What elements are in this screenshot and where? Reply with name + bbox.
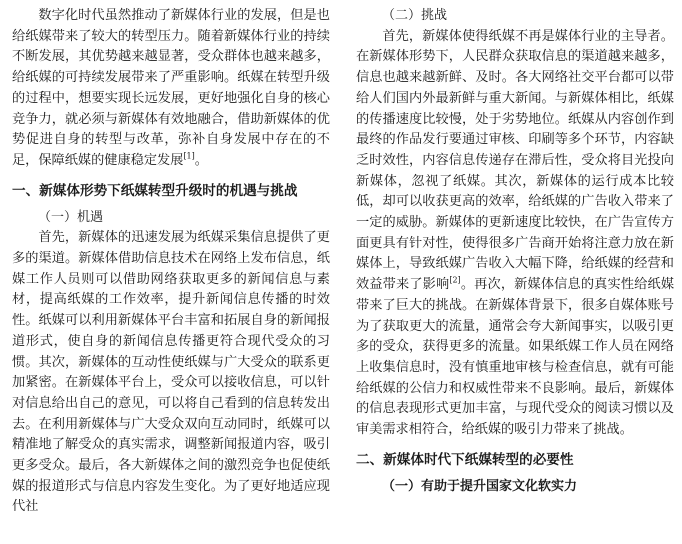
subheading-soft-power: （一）有助于提升国家文化软实力	[382, 478, 578, 494]
section-heading-2: 二、新媒体时代下纸媒转型的必要性	[356, 451, 574, 468]
subheading-opportunities: （一）机遇	[38, 209, 104, 225]
citation-2: [2]	[449, 275, 461, 285]
intro-text: 数字化时代虽然推动了新媒体行业的发展，但是也给纸媒带来了较大的转型压力。随着新媒体行业的持续不断发展，其优势越来越显著，受众群体也越来越多，给纸媒的可持续发展带来了严重影响。纸媒在转型升级的过程中，想要实现长远发展，更好地强化自身的核心竞争力，就必须与新媒体有效地融合，借助新媒体的优势促进自身的转型与改革，弥补自身发展中存在的不足，保障纸媒的健康稳定发展	[12, 8, 330, 168]
intro-paragraph	[12, 6, 330, 172]
intro-end: 。	[194, 152, 208, 168]
challenges-text-a: 首先，新媒体使得纸媒不再是媒体行业的主导者。在新媒体形势下，人民群众获取信息的渠道越来越多，信息也越来越新鲜、及时。各大网络社交平台都可以带给人们国内外最新鲜与重大新闻。与新媒体相比，纸媒的传播速度比较慢，处于劣势地位。纸媒从内容创作到最终的作品发行要通过审核、印刷等多个环节，内容缺乏时效性，内容信息传递存在滞后性，受众将目光投向新媒体，忽视了纸媒。其次，新媒体的运行成本比较低，却可以收获更高的效率，给纸媒的广告收入带来了一定的威胁。新媒体的更新速度比较快，在广告宣传方面更具有针对性，使得很多广告商开始将注意力放在新媒体上，导致纸媒广告收入大幅下降，给纸媒的经营和效益带来了影响	[356, 28, 674, 293]
challenges-paragraph	[356, 27, 674, 441]
right-column	[356, 6, 674, 497]
section-heading-1: 一、新媒体形势下纸媒转型升级时的机遇与挑战	[12, 182, 298, 199]
left-column	[12, 6, 330, 518]
citation-1: [1]	[183, 151, 195, 161]
subheading-challenges: （二）挑战	[382, 8, 448, 23]
challenges-text-b: 。再次，新媒体信息的真实性给纸媒带来了巨大的挑战。在新媒体背景下，很多自媒体账号为了获取更大的流量，通常会夸大新闻事实，以吸引更多的受众，获得更多的流量。如果纸媒工作人员在网络上收集信息时，没有慎重地审核与检查信息，就有可能给纸媒的公信力和权威性带来不良影响。最后，新媒体的信息表现形式更加丰富，与现代受众的阅读习惯以及审美需求相符合，给纸媒的吸引力带来了挑战。	[356, 277, 675, 438]
opportunities-paragraph: 首先，新媒体的迅速发展为纸媒采集信息提供了更多的渠道。新媒体借助信息技术在网络上发布信息，纸媒工作人员则可以借助网络获取更多的新闻信息与素材，提高纸媒的工作效率，提升新闻信息传播的时效性。纸媒可以利用新媒体平台丰富和拓展自身的新闻报道形式，使自身的新闻信息传播更符合现代受众的习惯。其次，新媒体的互动性使纸媒与广大受众的联系更加紧密。在新媒体平台上，受众可以接收信息，可以针对信息给出自己的意见，可以将自己看到的信息转发出去。在利用新媒体与广大受众双向互动同时，纸媒可以精准地了解受众的真实需求，调整新闻报道内容，吸引更多受众。最后，各大新媒体之间的激烈竞争也促使纸媒的报道形式与信息内容发生变化。为了更好地适应现代社	[12, 230, 330, 515]
